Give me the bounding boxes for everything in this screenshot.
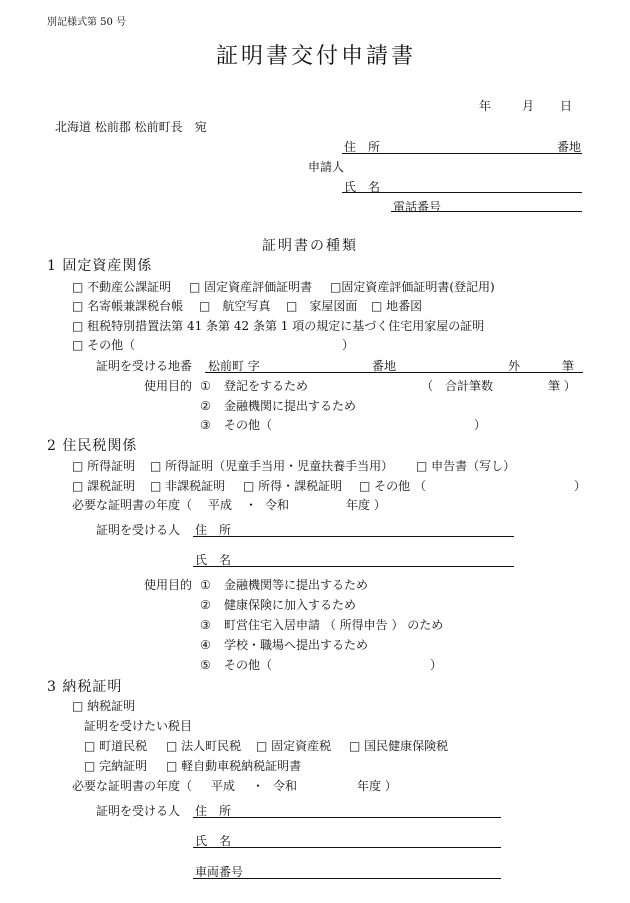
checkbox-house-drawing[interactable]: □ 家屋図面 — [286, 299, 358, 313]
sec3-dot: ・ — [252, 779, 265, 793]
checkbox-health-insurance-tax[interactable]: □ 国民健康保険税 — [349, 739, 449, 753]
sec2-purpose-5-num[interactable]: ⑤ — [200, 658, 211, 672]
applicant-name-label: 氏 名 — [344, 180, 381, 194]
sec2-purpose-2-num[interactable]: ② — [200, 598, 211, 612]
lot-banchi: 番地 — [372, 359, 397, 373]
sec2-purpose-1-num[interactable]: ① — [200, 578, 211, 592]
sec2-address-label: 住 所 — [195, 523, 232, 537]
sec1-purpose-label: 使用目的 — [144, 379, 193, 393]
sec3-recipient-label: 証明を受ける人 — [96, 804, 181, 818]
checkbox-sec1-other[interactable]: □ その他（ — [72, 338, 136, 352]
applicant-phone-field[interactable] — [391, 211, 582, 212]
lot-field[interactable] — [205, 372, 583, 373]
sec3-address-label: 住 所 — [195, 804, 232, 818]
checkbox-taxation-cert[interactable]: □ 課税証明 — [72, 479, 136, 493]
checkbox-tax-return-copy[interactable]: □ 申告書（写し） — [416, 459, 516, 473]
sec3-want-label: 証明を受けたい税目 — [84, 719, 193, 733]
addressee: 北海道 松前郡 松前町長 宛 — [55, 120, 207, 134]
lot-label: 証明を受ける地番 — [96, 359, 193, 373]
checkbox-income-taxation-cert[interactable]: □ 所得・課税証明 — [243, 479, 343, 493]
section-1-heading: 1 固定資産関係 — [47, 258, 153, 274]
checkbox-tax-payment-cert[interactable]: □ 納税証明 — [72, 699, 136, 713]
applicant-banchi-label: 番地 — [557, 140, 582, 154]
sec2-purpose-5-text: その他（ — [224, 658, 273, 672]
checkbox-income-cert[interactable]: □ 所得証明 — [72, 459, 136, 473]
date-day: 日 — [560, 99, 573, 113]
applicant-address-label: 住 所 — [344, 140, 381, 154]
sec3-name-field[interactable] — [193, 847, 501, 848]
sec2-purpose-label: 使用目的 — [144, 578, 193, 592]
sec3-heisei[interactable]: 平成 — [211, 779, 236, 793]
sec1-purpose-1-num[interactable]: ① — [200, 379, 211, 393]
sec1-purpose-3-text: その他（ — [224, 418, 273, 432]
checkbox-corporate-tax[interactable]: □ 法人町民税 — [166, 739, 242, 753]
checkbox-fixed-asset-valuation[interactable]: □ 固定資産評価証明書 — [189, 280, 313, 294]
checkbox-municipal-tax[interactable]: □ 町道民税 — [84, 739, 148, 753]
checkbox-name-ledger[interactable]: □ 名寄帳兼課税台帳 — [72, 299, 184, 313]
applicant-name-field[interactable] — [342, 192, 582, 193]
form-number: 別記様式第 50 号 — [47, 17, 127, 28]
sec2-purpose-4-num[interactable]: ④ — [200, 638, 211, 652]
sec1-purpose-2-text: 金融機関に提出するため — [224, 399, 357, 413]
checkbox-lot-map[interactable]: □ 地番図 — [371, 299, 423, 313]
sec2-reiwa[interactable]: 令和 — [265, 498, 290, 512]
sec3-reiwa[interactable]: 令和 — [273, 779, 298, 793]
checkbox-fixed-asset-valuation-registry[interactable]: □固定資産評価証明書(登記用) — [330, 280, 495, 294]
sec3-vehicle-label: 車両番号 — [195, 865, 244, 879]
sec2-nendo: 年度 ） — [346, 498, 386, 512]
checkbox-fixed-asset-tax[interactable]: □ 固定資産税 — [256, 739, 332, 753]
page-title: 証明書交付申請書 — [216, 44, 417, 69]
checkbox-real-estate-tax-cert[interactable]: □ 不動産公課証明 — [72, 280, 172, 294]
sec2-recipient-label: 証明を受ける人 — [96, 523, 181, 537]
sec2-purpose-2-text: 健康保険に加入するため — [224, 598, 357, 612]
sec3-year-label: 必要な証明書の年度（ — [72, 779, 193, 793]
sec2-purpose-3-text: 町営住宅入居申請 （ 所得申告 ） のため — [224, 618, 444, 632]
sec1-purpose-1-text: 登記をするため — [224, 379, 309, 393]
lot-hitsu: 筆 — [562, 359, 575, 373]
sec2-purpose-1-text: 金融機関等に提出するため — [224, 578, 369, 592]
lot-gai: 外 — [508, 359, 521, 373]
section-3-heading: 3 納税証明 — [47, 679, 123, 695]
sec2-purpose-5-close: ） — [430, 658, 443, 672]
checkbox-sec2-other[interactable]: □ その他 （ — [359, 479, 426, 493]
sec1-parcels-unit: 筆 ） — [548, 379, 576, 393]
types-heading: 証明書の種類 — [262, 238, 358, 254]
sec1-purpose-3-close: ） — [474, 418, 487, 432]
lot-town: 松前町 字 — [208, 359, 260, 373]
section-2-heading: 2 住民税関係 — [47, 438, 138, 454]
checkbox-light-vehicle-tax-cert[interactable]: □ 軽自動車税納税証明書 — [166, 759, 302, 773]
date-month: 月 — [522, 99, 535, 113]
sec3-vehicle-field[interactable] — [193, 878, 501, 879]
checkbox-income-cert-child[interactable]: □ 所得証明（児童手当用・児童扶養手当用） — [150, 459, 394, 473]
applicant-label: 申請人 — [308, 160, 345, 174]
sec2-year-label: 必要な証明書の年度（ — [72, 498, 193, 512]
sec2-heisei[interactable]: 平成 — [208, 498, 233, 512]
checkbox-aerial-photo[interactable]: □ 航空写真 — [199, 299, 271, 313]
applicant-phone-label: 電話番号 — [393, 200, 442, 214]
sec3-nendo: 年度 ） — [357, 779, 397, 793]
sec2-name-field[interactable] — [193, 566, 514, 567]
checkbox-housing-certificate[interactable]: □ 租税特別措置法第 41 条第 42 条第 1 項の規定に基づく住宅用家屋の証明 — [72, 319, 485, 333]
sec1-purpose-3-num[interactable]: ③ — [200, 418, 211, 432]
date-year: 年 — [479, 99, 492, 113]
checkbox-non-taxation-cert[interactable]: □ 非課税証明 — [150, 479, 226, 493]
sec2-dot: ・ — [245, 498, 258, 512]
sec2-address-field[interactable] — [193, 536, 514, 537]
sec1-total-parcels: （ 合計筆数 — [421, 379, 494, 393]
applicant-address-field[interactable] — [342, 153, 582, 154]
sec2-name-label: 氏 名 — [195, 553, 232, 567]
sec3-name-label: 氏 名 — [195, 834, 232, 848]
sec2-other-close: ） — [574, 479, 587, 493]
sec1-other-close: ） — [342, 338, 355, 352]
sec3-address-field[interactable] — [193, 817, 501, 818]
checkbox-full-payment-cert[interactable]: □ 完納証明 — [84, 759, 148, 773]
sec2-purpose-3-num[interactable]: ③ — [200, 618, 211, 632]
sec2-purpose-4-text: 学校・職場へ提出するため — [224, 638, 369, 652]
sec1-purpose-2-num[interactable]: ② — [200, 399, 211, 413]
